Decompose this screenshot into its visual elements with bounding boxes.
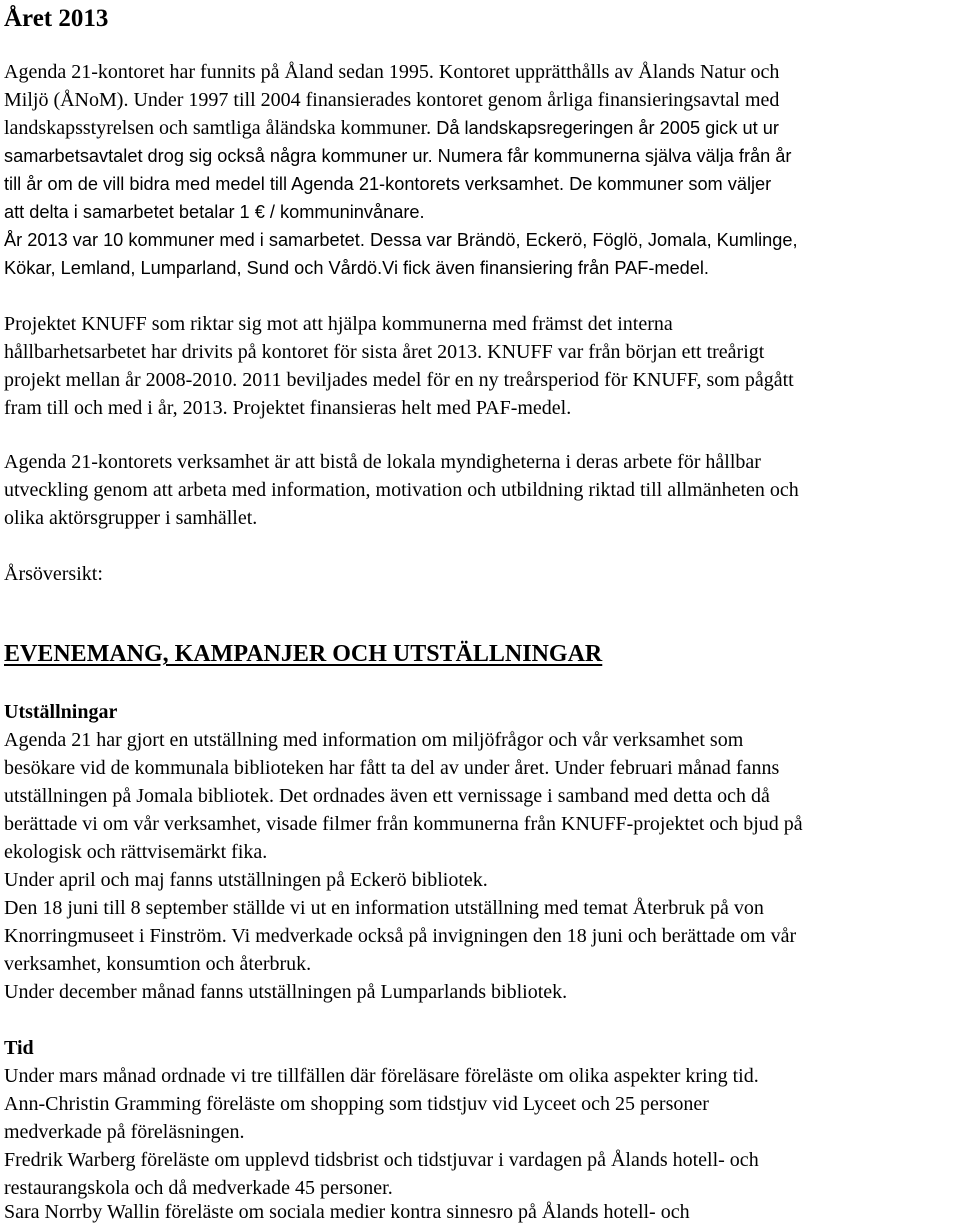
time-line: medverkade på föreläsningen. xyxy=(4,1121,245,1143)
time-line: Under mars månad ordnade vi tre tillfällen där föreläsare föreläste om olika aspekter kring tid. xyxy=(4,1065,759,1087)
exhibitions-line: verksamhet, konsumtion och återbruk. xyxy=(4,953,312,975)
intro-line: att delta i samarbetet betalar 1 € / kommuninvånare. xyxy=(4,202,425,222)
mission-line: utveckling genom att arbeta med information, motivation och utbildning riktad till allmänheten och xyxy=(4,479,799,501)
intro-segment: Då landskapsregeringen år 2005 gick ut ur xyxy=(431,118,779,138)
time-line: Fredrik Warberg föreläste om upplevd tidsbrist och tidstjuvar i vardagen på Ålands hotell- och xyxy=(4,1149,759,1171)
exhibitions-line: utställningen på Jomala bibliotek. Det ordnades även ett vernissage i samband med detta och då xyxy=(4,785,770,807)
time-line: Sara Norrby Wallin föreläste om sociala medier kontra sinnesro på Ålands hotell- och xyxy=(4,1201,690,1223)
intro-segment: till år om de vill bidra med medel till Agenda 21-kontorets verksamhet. xyxy=(4,174,565,194)
intro-line: Kökar, Lemland, Lumparland, Sund och Vårdö.Vi fick även finansiering från PAF-medel. xyxy=(4,258,709,278)
knuff-line: projekt mellan år 2008-2010. 2011 beviljades medel för en ny treårsperiod för KNUFF, som pågått xyxy=(4,369,794,391)
exhibitions-heading: Utställningar xyxy=(4,701,118,723)
exhibitions-line: ekologisk och rättvisemärkt fika. xyxy=(4,841,268,863)
exhibitions-line: Under december månad fanns utställningen på Lumparlands bibliotek. xyxy=(4,981,568,1003)
intro-segment: År 2013 var 10 kommuner med i samarbetet. xyxy=(4,230,365,250)
intro-segment: landskapsstyrelsen och samtliga åländska kommuner. xyxy=(4,117,432,139)
intro-segment: De kommuner som väljer xyxy=(564,174,772,194)
exhibitions-line: Under april och maj fanns utställningen på Eckerö bibliotek. xyxy=(4,869,488,891)
intro-segment: Numera får kommunerna själva välja från år xyxy=(432,146,792,166)
time-heading: Tid xyxy=(4,1037,34,1059)
knuff-line: fram till och med i år, 2013. Projektet finansieras helt med PAF-medel. xyxy=(4,397,572,419)
time-line: restaurangskola och då medverkade 45 personer. xyxy=(4,1177,393,1199)
intro-line xyxy=(4,172,771,196)
knuff-line: hållbarhetsarbetet har drivits på kontoret för sista året 2013. KNUFF var från början ett treårigt xyxy=(4,341,765,363)
time-line: Ann-Christin Gramming föreläste om shopping som tidstjuv vid Lyceet och 25 personer xyxy=(4,1093,709,1115)
section-heading: EVENEMANG, KAMPANJER OCH UTSTÄLLNINGAR xyxy=(4,641,603,667)
intro-line: Agenda 21-kontoret har funnits på Åland sedan 1995. Kontoret upprätthålls av Ålands Natur och xyxy=(4,61,780,83)
exhibitions-line: Knorringmuseet i Finström. Vi medverkade också på invigningen den 18 juni och berättade om vår xyxy=(4,925,797,947)
mission-line: Agenda 21-kontorets verksamhet är att bistå de lokala myndigheterna i deras arbete för hållbar xyxy=(4,451,761,473)
exhibitions-line: Agenda 21 har gjort en utställning med information om miljöfrågor och vår verksamhet som xyxy=(4,729,744,751)
intro-line xyxy=(4,116,779,140)
exhibitions-line: besökare vid de kommunala biblioteken har fått ta del av under året. Under februari månad fanns xyxy=(4,757,780,779)
exhibitions-line: berättade vi om vår verksamhet, visade filmer från kommunerna från KNUFF-projektet och bjud på xyxy=(4,813,803,835)
exhibitions-line: Den 18 juni till 8 september ställde vi ut en information utställning med temat Återbruk på von xyxy=(4,897,764,919)
intro-line: Miljö (ÅNoM). Under 1997 till 2004 finansierades kontoret genom årliga finansieringsavtal med xyxy=(4,89,780,111)
mission-line: olika aktörsgrupper i samhället. xyxy=(4,507,258,529)
intro-segment: samarbetsavtalet drog sig också några kommuner ur. xyxy=(4,146,433,166)
intro-line xyxy=(4,144,791,168)
intro-line xyxy=(4,228,798,252)
intro-segment: Dessa var Brändö, Eckerö, Föglö, Jomala, Kumlinge, xyxy=(364,230,798,250)
overview-label: Årsöversikt: xyxy=(4,563,103,585)
document-title: Året 2013 xyxy=(4,5,109,32)
knuff-line: Projektet KNUFF som riktar sig mot att hjälpa kommunerna med främst det interna xyxy=(4,313,673,335)
